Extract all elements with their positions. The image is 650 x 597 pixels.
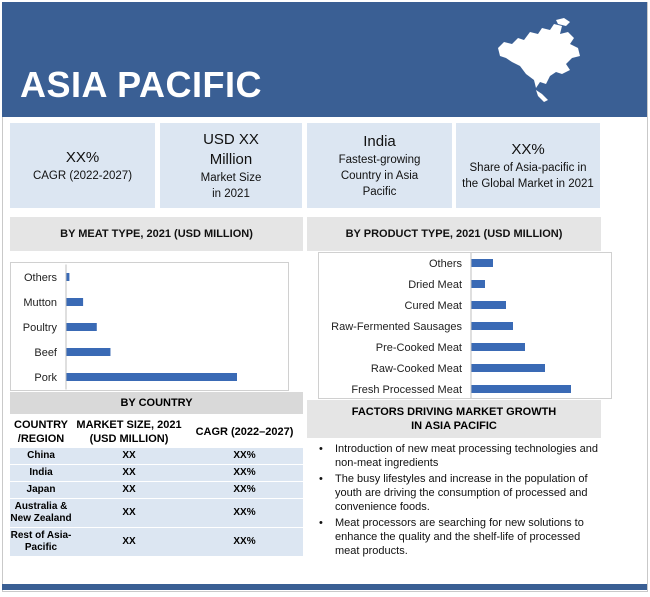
country-name: Japan bbox=[10, 482, 72, 499]
bar bbox=[471, 385, 571, 393]
stat-market-size bbox=[160, 123, 302, 208]
category-label: Fresh Processed Meat bbox=[351, 384, 462, 396]
market-size-cell: XX bbox=[72, 482, 186, 499]
category-label: Poultry bbox=[22, 322, 57, 334]
market-size-cell: XX bbox=[72, 528, 186, 557]
country-name: China bbox=[10, 448, 72, 465]
category-label: Raw-Cooked Meat bbox=[370, 363, 462, 375]
table-row bbox=[10, 482, 303, 499]
table-row bbox=[10, 528, 303, 557]
country-name: Australia & New Zealand bbox=[10, 499, 72, 528]
category-label: Others bbox=[23, 272, 57, 284]
bar bbox=[471, 280, 485, 288]
north-america-map-icon bbox=[490, 18, 590, 103]
table-row bbox=[10, 499, 303, 528]
category-label: Others bbox=[428, 258, 462, 270]
bar bbox=[471, 259, 493, 267]
country-name: Rest of Asia-Pacific bbox=[10, 528, 72, 557]
table-row bbox=[10, 465, 303, 482]
by-country-title: BY COUNTRY bbox=[10, 392, 303, 414]
factors-title-line1: FACTORS DRIVING MARKET GROWTH bbox=[351, 406, 557, 418]
stat-share-value: XX% bbox=[511, 140, 545, 158]
bar bbox=[66, 323, 97, 331]
market-size-cell: XX bbox=[72, 499, 186, 528]
list-item: • The busy lifestyles and increase in the population of youth are driving the consumption of processed and convenience foods. bbox=[315, 472, 600, 514]
stat-cagr-value: XX% bbox=[65, 148, 100, 166]
cagr-cell: XX% bbox=[186, 528, 303, 557]
product-type-chart bbox=[318, 252, 612, 399]
stat-fastest-growing bbox=[307, 123, 452, 208]
cagr-cell: XX% bbox=[186, 448, 303, 465]
factors-title bbox=[307, 400, 601, 438]
cagr-cell: XX% bbox=[186, 499, 303, 528]
category-label: Beef bbox=[34, 347, 57, 359]
stat-cagr-label: CAGR (2022-2027) bbox=[32, 169, 133, 182]
stat-cagr bbox=[10, 123, 155, 208]
bar bbox=[471, 322, 513, 330]
stat-market-size-value: USD XX Million bbox=[203, 130, 259, 168]
stat-fastest-growing-value: India bbox=[363, 132, 396, 150]
category-label: Pre-Cooked Meat bbox=[375, 342, 462, 354]
stat-share bbox=[456, 123, 600, 208]
cagr-cell: XX% bbox=[186, 465, 303, 482]
col-header-cagr: CAGR (2022–2027) bbox=[195, 426, 294, 438]
bar bbox=[471, 364, 545, 372]
col-header-country: COUNTRY /REGION bbox=[14, 419, 68, 445]
col-header-market-size: MARKET SIZE, 2021 (USD MILLION) bbox=[76, 419, 182, 445]
bar bbox=[66, 373, 237, 381]
stat-share-label: Share of Asia-pacific in the Global Market in 2021 bbox=[462, 161, 594, 190]
bar bbox=[66, 348, 110, 356]
meat-type-chart bbox=[10, 262, 289, 391]
factors-list bbox=[315, 442, 600, 560]
country-name: India bbox=[10, 465, 72, 482]
category-label: Dried Meat bbox=[408, 279, 462, 291]
category-label: Pork bbox=[34, 372, 57, 384]
product-type-chart-title: BY PRODUCT TYPE, 2021 (USD MILLION) bbox=[307, 217, 601, 251]
meat-type-chart-title: BY MEAT TYPE, 2021 (USD MILLION) bbox=[10, 217, 303, 251]
market-size-cell: XX bbox=[72, 465, 186, 482]
list-item: • Introduction of new meat processing technologies and non-meat ingredients bbox=[315, 442, 600, 470]
header-banner bbox=[2, 2, 647, 117]
bar bbox=[66, 273, 69, 281]
stat-market-size-label: Market Size in 2021 bbox=[200, 171, 262, 200]
meat-type-chart-svg bbox=[11, 263, 288, 390]
list-item: • Meat processors are searching for new solutions to enhance the quality and the shelf-life of processed meat products. bbox=[315, 516, 600, 558]
table-row bbox=[10, 448, 303, 465]
bar bbox=[471, 301, 506, 309]
category-label: Mutton bbox=[23, 297, 57, 309]
category-label: Cured Meat bbox=[404, 300, 462, 312]
bar bbox=[471, 343, 525, 351]
market-size-cell: XX bbox=[72, 448, 186, 465]
footer-bar bbox=[2, 584, 647, 590]
stat-fastest-growing-label: Fastest-growing Country in Asia Pacific bbox=[338, 153, 421, 198]
country-table bbox=[10, 416, 303, 556]
product-type-chart-svg bbox=[319, 253, 611, 398]
page-title: ASIA PACIFIC bbox=[20, 64, 263, 105]
category-label: Raw-Fermented Sausages bbox=[331, 321, 462, 333]
bar bbox=[66, 298, 83, 306]
cagr-cell: XX% bbox=[186, 482, 303, 499]
factors-title-line2: IN ASIA PACIFIC bbox=[411, 420, 497, 432]
